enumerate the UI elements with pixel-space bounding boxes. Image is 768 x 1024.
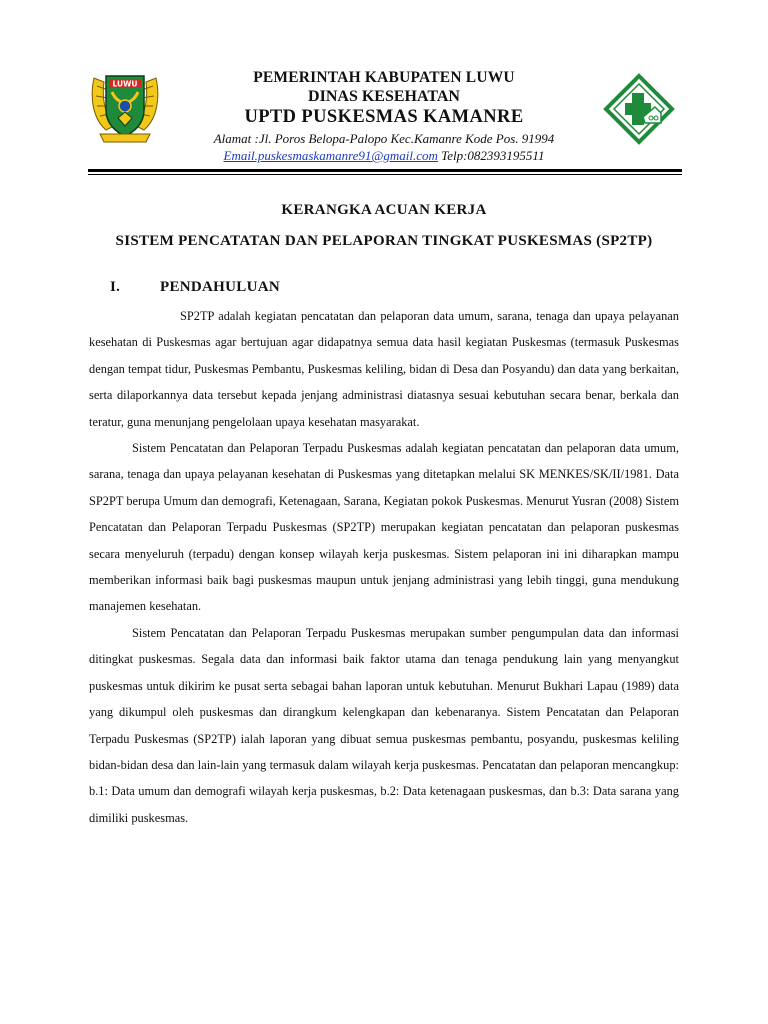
paragraph: Sistem Pencatatan dan Pelaporan Terpadu Puskesmas adalah kegiatan pencatatan dan pelaporan data umum, sarana, tenaga dan upaya pelayanan kesehatan di Puskesmas yang ditetapkan melalui SK MENKES/SK/II/1981. Data SP2PT berupa Umum dan demografi, Ketenagaan, Sarana, Kegiatan pokok Puskesmas. Menurut Yusran (2008) Sistem Pencatatan dan Pelaporan Terpadu Puskesmas (SP2TP) merupakan kegiatan pencatatan dan pelaporan puskesmas secara menyeluruh (terpadu) dengan konsep wilayah kerja puskesmas. Sistem pelaporan ini ini diharapkan mampu memberikan informasi baik bagi puskesmas maupun untuk jenjang administrasi yang lebih tinggi, guna mendukung manajemen kesehatan. xyxy=(89,441,679,614)
document-title: KERANGKA ACUAN KERJA xyxy=(281,202,487,218)
document-subtitle: SISTEM PENCATATAN DAN PELAPORAN TINGKAT PUSKESMAS (SP2TP) xyxy=(115,233,653,249)
header-divider-thick xyxy=(88,169,682,172)
institution-name: UPTD PUSKESMAS KAMANRE xyxy=(244,107,524,127)
svg-text:LUWU: LUWU xyxy=(112,79,138,89)
paragraph: SP2TP adalah kegiatan pencatatan dan pelaporan data umum, sarana, tenaga dan upaya pelayanan kesehatan di Puskesmas agar bertujuan agar didapatnya semua data hasil kegiatan Puskesmas (termasuk Puskesmas dengan tempat tidur, Puskesmas Pembantu, Puskesmas keliling, bidan di Desa dan Posyandu) dan data yang berkaitan, serta dilaporkannya data tersebut kepada jenjang administrasi diatasnya sesuai kebutuhan secara benar, berkala dan teratur, guna menunjang pengelolaan upaya kesehatan masyarakat. xyxy=(89,309,679,429)
email-link[interactable]: Email.puskesmaskamanre91@gmail.com xyxy=(223,148,438,163)
header-divider-thin xyxy=(88,174,682,175)
section-title: PENDAHULUAN xyxy=(160,279,280,295)
phone-number: Telp:082393195511 xyxy=(441,148,545,163)
office-name: DINAS KESEHATAN xyxy=(308,88,460,105)
luwu-emblem-icon xyxy=(88,66,162,146)
puskesmas-logo-icon xyxy=(603,73,675,145)
address-line: Alamat :Jl. Poros Belopa-Palopo Kec.Kamanre Kode Pos. 91994 xyxy=(213,131,555,146)
section-number: I. xyxy=(110,279,121,295)
letterhead xyxy=(170,68,598,164)
government-name: PEMERINTAH KABUPATEN LUWU xyxy=(253,69,515,86)
section-body xyxy=(89,303,679,831)
contact-line xyxy=(170,147,598,164)
paragraph: Sistem Pencatatan dan Pelaporan Terpadu Puskesmas merupakan sumber pengumpulan data dan informasi ditingkat puskesmas. Segala data dan informasi baik faktor utama dan tenaga pendukung lain yang menyangkut puskesmas untuk dikirim ke pusat serta sebagai bahan laporan untuk kebutuhan. Menurut Bukhari Lapau (1989) data yang dikumpul oleh puskesmas dan dirangkum kelengkapan dan kebenaranya. Sistem Pencatatan dan Pelaporan Terpadu Puskesmas (SP2TP) ialah laporan yang dibuat semua puskesmas pembantu, posyandu, puskesmas keliling bidan-bidan desa dan lain-lain yang termasuk dalam wilayah kerja puskesmas. Pencatatan dan pelaporan mencangkup: b.1: Data umum dan demografi wilayah kerja puskesmas, b.2: Data ketenagaan puskesmas, dan b.3: Data sarana yang dimiliki puskesmas. xyxy=(89,625,679,825)
